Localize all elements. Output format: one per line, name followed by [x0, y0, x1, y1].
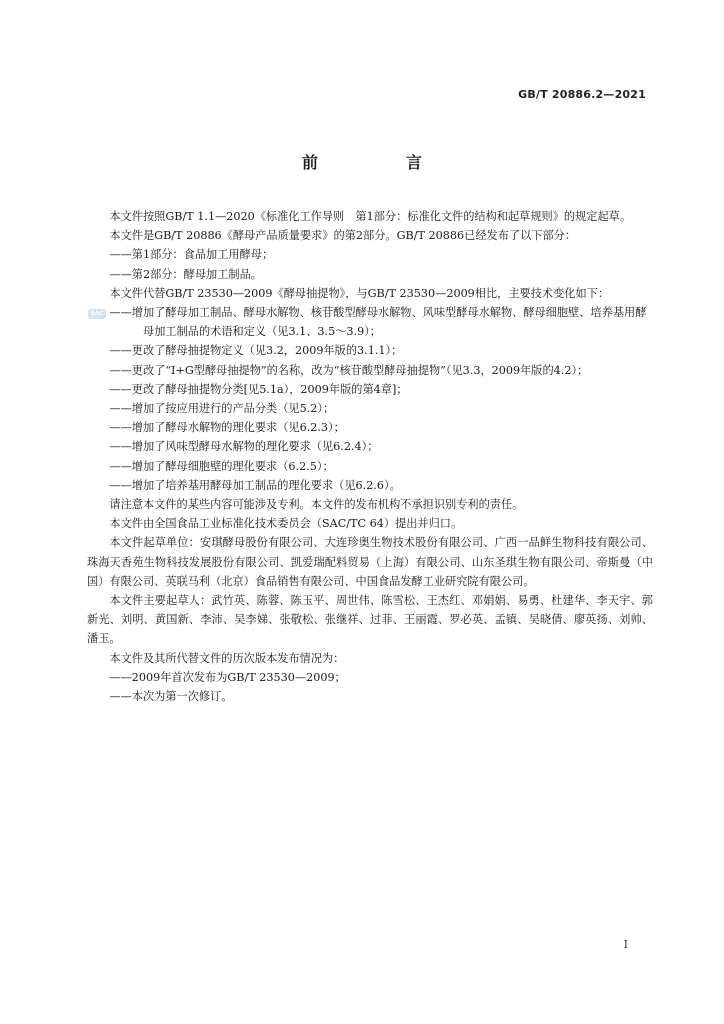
sac-watermark-stamp: SAC: [88, 309, 106, 319]
list-item: ——更改了“I+G型酵母抽提物”的名称，改为“核苷酸型酵母抽提物”（见3.3，2009年版的4.2）；: [109, 363, 589, 377]
list-item: ——2009年首次发布为GB/T 23530—2009；: [109, 670, 346, 684]
list-item: ——增加了酵母加工制品、酵母水解物、核苷酸型酵母水解物、风味型酵母水解物、酵母细胞壁、培养基用酵母加工制品的术语和定义（见3.1、3.5～3.9）；: [109, 306, 647, 339]
list-item: ——增加了按应用进行的产品分类（见5.2）；: [109, 402, 335, 416]
list-item: ——第1部分：食品加工用酵母；: [109, 248, 274, 262]
list-item: ——更改了酵母抽提物定义（见3.2，2009年版的3.1.1）；: [109, 344, 403, 358]
standard-code: GB/T 20886.2—2021: [518, 88, 646, 101]
paragraph-version-history: 本文件及其所代替文件的历次版本发布情况为：: [109, 651, 345, 665]
paragraph-drafting-units: 本文件起草单位：安琪酵母股份有限公司、大连珍奥生物技术股份有限公司、广西一品鲜生物科技有限公司、珠海天香苑生物科技发展股份有限公司、凯爱瑞配料贸易（上海）有限公司、山东圣琪生物有限公司、帝斯曼（中国）有限公司、英联马利（北京）食品销售有限公司、中国食品发酵工业研究院有限公司。: [87, 536, 653, 588]
list-item: ——增加了风味型酵母水解物的理化要求（见6.2.4）；: [109, 440, 379, 454]
list-item: ——本次为第一次修订。: [109, 690, 233, 704]
paragraph-drafters: 本文件主要起草人：武竹英、陈蓉、陈玉平、周世伟、陈雪松、王杰红、邓娟娟、易勇、杜建华、李天宇、郭新光、刘明、黄国新、李沛、吴李娣、张敬松、张继祥、过菲、王丽霞、罗必英、孟镇、吴晓倩、廖英扬、刘帅、潘玉。: [87, 594, 653, 646]
paragraph-part-of-series: 本文件是GB/T 20886《酵母产品质量要求》的第2部分。GB/T 20886已经发布了以下部分：: [109, 229, 577, 243]
paragraph-replaces: 本文件代替GB/T 23530—2009《酵母抽提物》，与GB/T 23530—2009相比，主要技术变化如下：: [109, 286, 610, 300]
page-title: 前 言: [301, 153, 458, 172]
foreword-body: [87, 207, 653, 706]
page-number: I: [623, 938, 628, 951]
list-item: ——第2部分：酵母加工制品。: [109, 267, 262, 281]
list-item: ——增加了培养基用酵母加工制品的理化要求（见6.2.6）。: [109, 478, 401, 492]
paragraph-patent-notice: 请注意本文件的某些内容可能涉及专利。本文件的发布机构不承担识别专利的责任。: [109, 498, 524, 512]
paragraph-drafting-rules: 本文件按照GB/T 1.1—2020《标准化工作导则 第1部分：标准化文件的结构和起草规则》的规定起草。: [109, 210, 632, 223]
list-item: ——增加了酵母细胞壁的理化要求（6.2.5）；: [109, 459, 334, 473]
list-item: ——增加了酵母水解物的理化要求（见6.2.3）；: [109, 421, 345, 435]
list-item: ——更改了酵母抽提物分类[见5.1a），2009年版的第4章]；: [109, 382, 408, 396]
paragraph-proposer: 本文件由全国食品工业标准化技术委员会（SAC/TC 64）提出并归口。: [109, 517, 463, 531]
